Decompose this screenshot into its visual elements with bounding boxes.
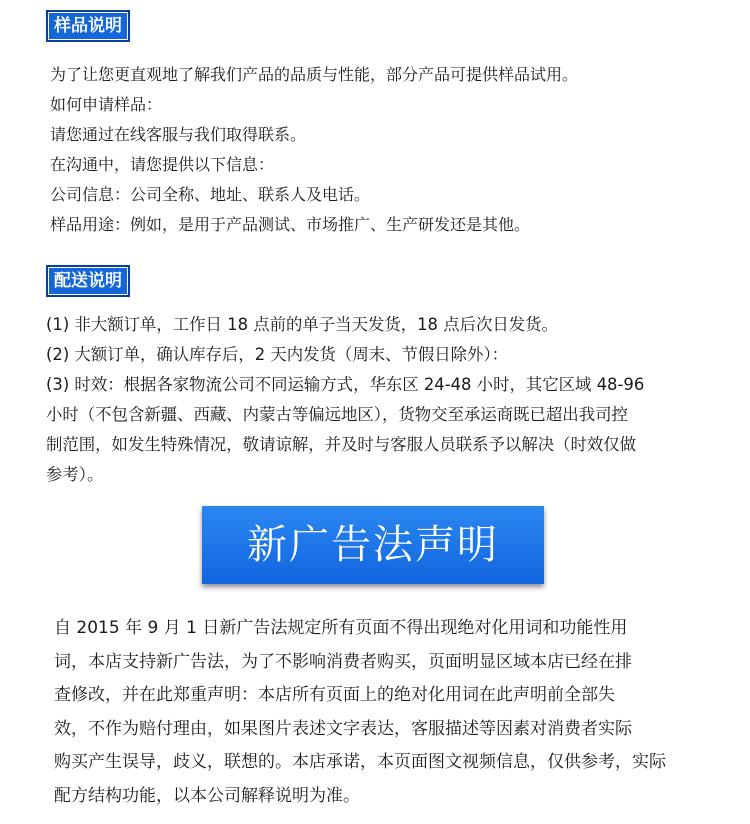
samples-description: [50, 60, 710, 240]
notice-line: 自 2015 年 9 月 1 日新广告法规定所有页面不得出现绝对化用词和功能性用: [54, 618, 628, 638]
ad-law-banner: 新广告法声明: [202, 506, 544, 584]
delivery-line: 小时（不包含新疆、西藏、内蒙古等偏远地区），货物交至承运商既已超出我司控: [46, 405, 628, 424]
notice-line: 配方结构功能，以本公司解释说明为准。: [54, 785, 360, 806]
samples-line: 在沟通中，请您提供以下信息：: [50, 155, 275, 174]
notice-line: 查修改，并在此郑重声明：本店所有页面上的绝对化用词在此声明前全部失: [54, 685, 615, 705]
samples-line: 如何申请样品：: [50, 95, 163, 114]
delivery-line: (2) 大额订单，确认库存后，2 天内发货（周末、节假日除外）：: [46, 345, 509, 364]
delivery-section-heading: 配送说明: [46, 265, 130, 297]
delivery-line: (1) 非大额订单，工作日 18 点前的单子当天发货，18 点后次日发货。: [46, 315, 558, 334]
notice-line: 效，不作为赔付理由，如果图片表述文字表达，客服描述等因素对消费者实际: [54, 718, 632, 739]
samples-line: 请您通过在线客服与我们取得联系。: [50, 125, 307, 144]
delivery-line: 参考）。: [46, 465, 104, 484]
samples-line: 为了让您更直观地了解我们产品的品质与性能，部分产品可提供样品试用。: [50, 65, 579, 84]
delivery-line: (3) 时效：根据各家物流公司不同运输方式，华东区 24-48 小时，其它区域 48-96: [46, 375, 645, 394]
samples-line: 样品用途：例如，是用于产品测试、市场推广、生产研发还是其他。: [50, 215, 531, 234]
ad-law-statement: [54, 612, 694, 813]
samples-section-heading: 样品说明: [46, 10, 130, 42]
notice-line: 词，本店支持新广告法，为了不影响消费者购买，页面明显区域本店已经在排: [54, 651, 632, 672]
delivery-line: 制范围，如发生特殊情况，敬请谅解，并及时与客服人员联系予以解决（时效仅做: [46, 435, 637, 454]
notice-line: 购买产生误导，歧义，联想的。本店承诺，本页面图文视频信息，仅供参考，实际: [54, 752, 666, 772]
delivery-description: [46, 310, 716, 490]
samples-line: 公司信息：公司全称、地址、联系人及电话。: [50, 185, 371, 204]
